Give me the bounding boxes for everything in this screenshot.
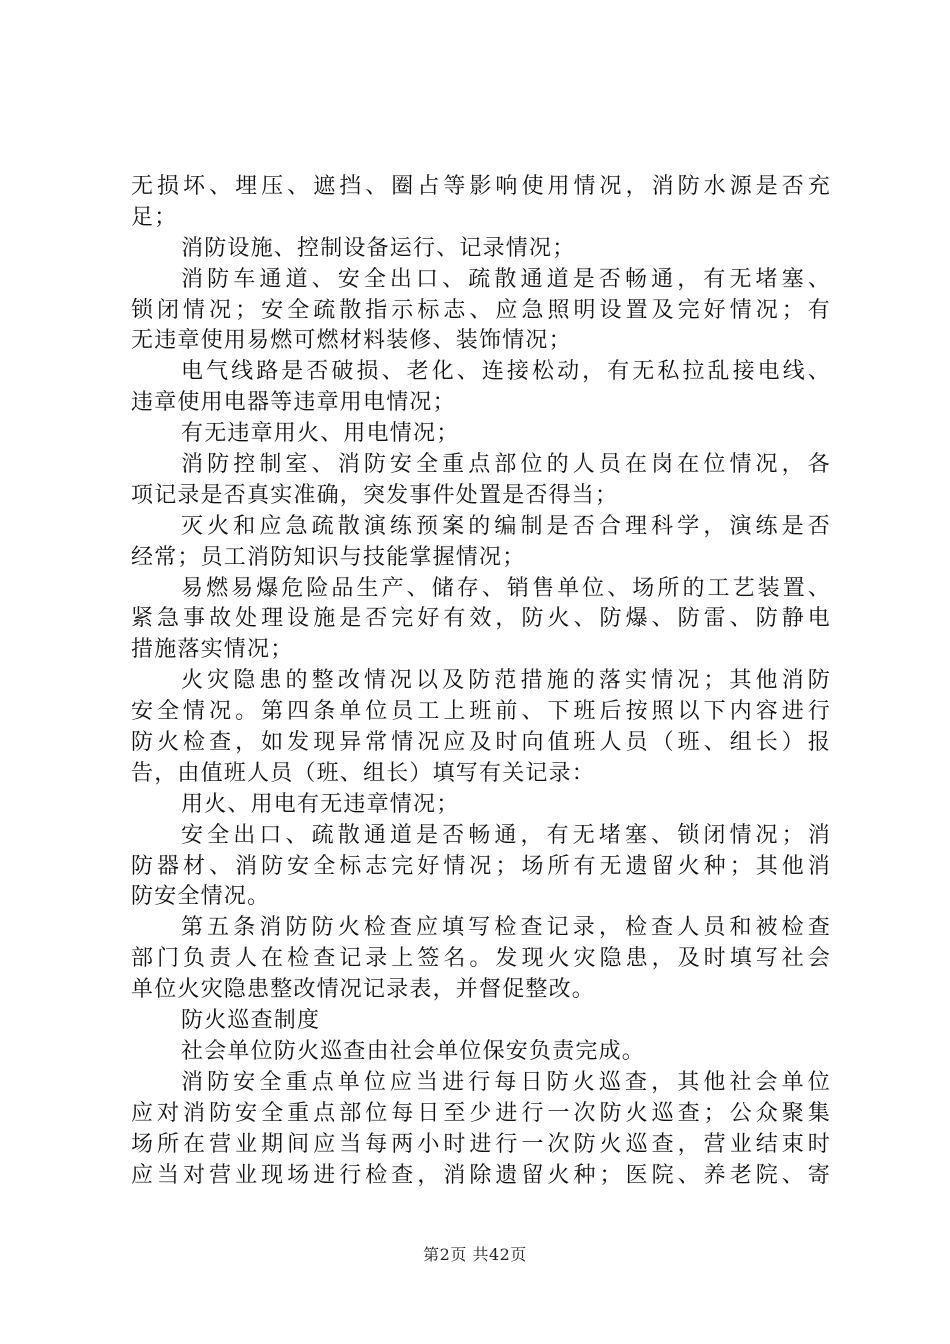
text-line: 无违章使用易燃可燃材料装修、装饰情况； [131, 328, 572, 354]
text-line: 经常；员工消防知识与技能掌握情况； [131, 544, 526, 570]
text-line: 消防设施、控制设备运行、记录情况； [181, 235, 576, 261]
page-footer: 第2页 共42页 [423, 1245, 527, 1264]
text-line: 消防控制室、消防安全重点部位的人员在岗在位情况，各 [181, 452, 831, 478]
text-line: 防安全情况。 [131, 884, 271, 910]
text-line: 防火巡查制度 [181, 1008, 321, 1034]
text-line: 消防安全重点单位应当进行每日防火巡查，其他社会单位 [181, 1069, 831, 1095]
text-line: 应对消防安全重点部位每日至少进行一次防火巡查；公众聚集 [131, 1100, 831, 1126]
text-line: 锁闭情况；安全疏散指示标志、应急照明设置及完好情况；有 [131, 297, 831, 323]
text-line: 措施落实情况； [131, 637, 294, 663]
text-line: 有无违章用火、用电情况； [181, 421, 460, 447]
text-line: 违章使用电器等违章用电情况； [131, 390, 456, 416]
text-line: 场所在营业期间应当每两小时进行一次防火巡查，营业结束时 [131, 1131, 831, 1157]
text-line: 无损坏、埋压、遮挡、圈占等影响使用情况，消防水源是否充 [131, 174, 831, 199]
text-line: 社会单位防火巡查由社会单位保安负责完成。 [181, 1038, 646, 1064]
text-line: 易燃易爆危险品生产、储存、销售单位、场所的工艺装置、 [181, 575, 831, 601]
text-line: 电气线路是否破损、老化、连接松动，有无私拉乱接电线、 [181, 359, 831, 385]
text-line: 告，由值班人员（班、组长）填写有关记录： [131, 760, 596, 786]
text-line: 第五条消防防火检查应填写检查记录，检查人员和被检查 [181, 915, 831, 941]
text-line: 应当对营业现场进行检查，消除遗留火种；医院、养老院、寄 [131, 1162, 831, 1188]
text-line: 紧急事故处理设施是否完好有效，防火、防爆、防雷、防静电 [131, 606, 831, 632]
text-line: 安全出口、疏散通道是否畅通，有无堵塞、锁闭情况；消 [181, 822, 831, 848]
text-line: 消防车通道、安全出口、疏散通道是否畅通，有无堵塞、 [181, 266, 831, 292]
document-body [131, 172, 831, 1191]
text-line: 足； [131, 204, 178, 230]
text-line: 安全情况。第四条单位员工上班前、下班后按照以下内容进行 [131, 699, 831, 725]
text-line: 部门负责人在检查记录上签名。发现火灾隐患，及时填写社会 [131, 946, 831, 972]
text-line: 灭火和应急疏散演练预案的编制是否合理科学，演练是否 [181, 513, 831, 539]
text-line: 项记录是否真实准确，突发事件处置是否得当； [131, 482, 619, 508]
text-line: 单位火灾隐患整改情况记录表，并督促整改。 [131, 977, 596, 1003]
text-line: 用火、用电有无违章情况； [181, 791, 460, 817]
text-line: 防火检查，如发现异常情况应及时向值班人员（班、组长）报 [131, 730, 831, 756]
text-line: 防器材、消防安全标志完好情况；场所有无遗留火种；其他消 [131, 853, 831, 879]
text-line: 火灾隐患的整改情况以及防范措施的落实情况；其他消防 [181, 668, 831, 694]
